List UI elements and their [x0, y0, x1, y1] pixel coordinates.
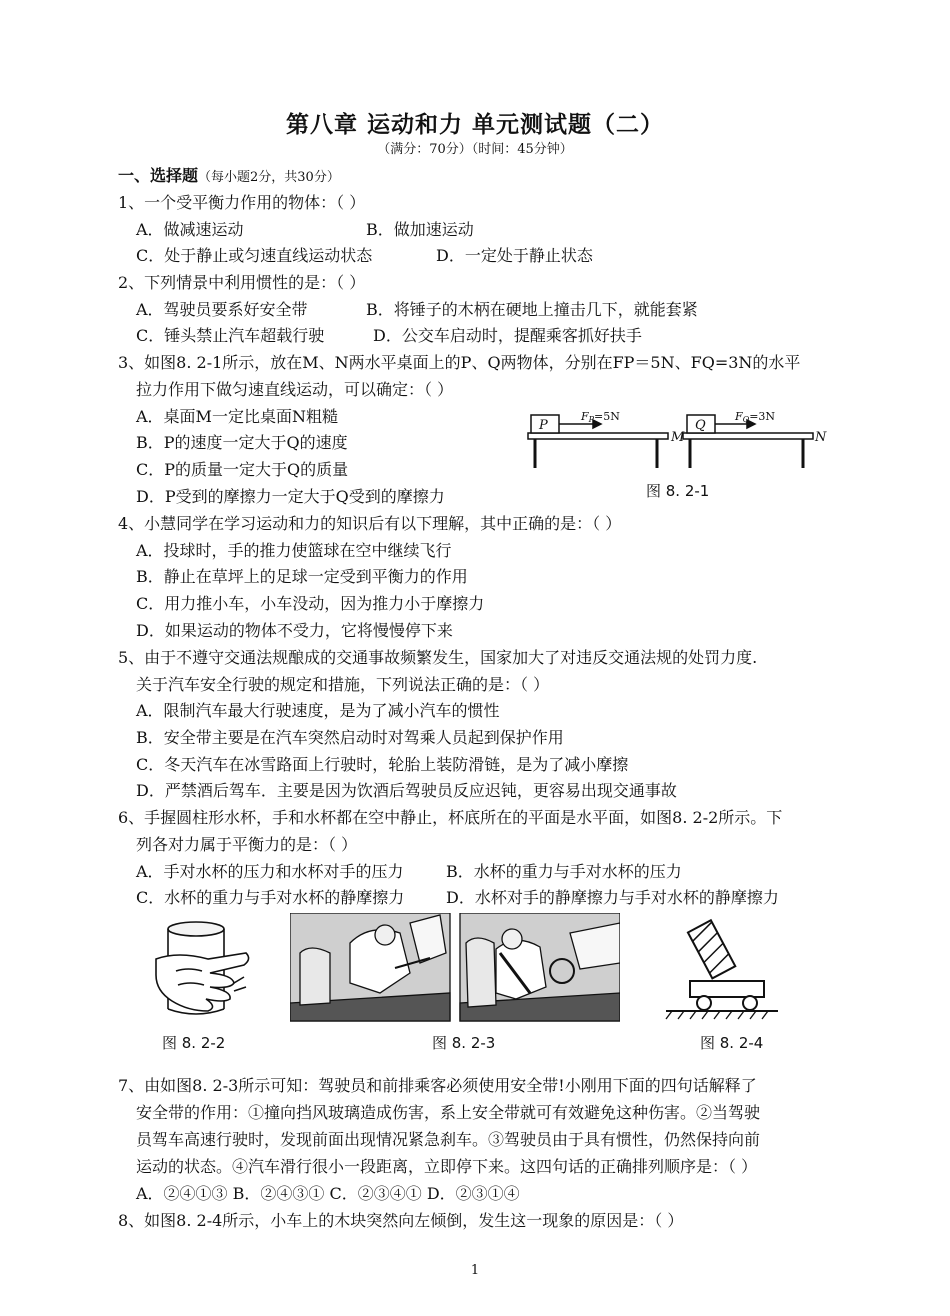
label-m: M [671, 430, 685, 445]
caption-8-2-2: 图 8. 2-2 [162, 1034, 226, 1052]
q3-option-c: C．P的质量一定大于Q的质量 [136, 460, 349, 479]
label-q: Q [695, 418, 706, 433]
q7-line2: 安全带的作用：①撞向挡风玻璃造成伤害，系上安全带就可有效避免这种伤害。②当驾驶 [136, 1103, 761, 1122]
q3-option-b: B．P的速度一定大于Q的速度 [136, 433, 348, 452]
q6-stem-line2: 列各对力属于平衡力的是：（ ） [136, 835, 358, 854]
fq-symbol: F [735, 410, 743, 423]
q1-option-c: C．处于静止或匀速直线运动状态 [136, 246, 373, 265]
q6-stem-line1: 6、手握圆柱形水杯，手和水杯都在空中静止，杯底所在的平面是水平面，如图8. 2-2所示。下 [118, 808, 783, 827]
q2-option-a: A．驾驶员要系好安全带 [136, 300, 308, 319]
q3-stem-line2: 拉力作用下做匀速直线运动，可以确定：（ ） [136, 380, 454, 399]
cart-wheel-left [697, 996, 711, 1010]
figure-8-2-3 [290, 913, 620, 1023]
q8-stem: 8、如图8. 2-4所示，小车上的木块突然向左倾倒，发生这一现象的原因是：（ ） [118, 1211, 684, 1230]
caption-8-2-3: 图 8. 2-3 [432, 1034, 496, 1052]
wooden-block [688, 920, 735, 978]
svg-text:FQ=3N [734, 410, 775, 424]
label-n: N [815, 430, 827, 445]
q7-line1: 7、由如图8. 2-3所示可知：驾驶员和前排乘客必须使用安全带!小刚用下面的四句话解释了 [118, 1076, 757, 1095]
q1-option-a: A．做减速运动 [136, 220, 244, 239]
q2-option-d: D．公交车启动时，提醒乘客抓好扶手 [373, 326, 642, 345]
q2-stem: 2、下列情景中利用惯性的是：（ ） [118, 273, 366, 292]
cart-wheel-right [743, 996, 757, 1010]
page-title: 第八章 运动和力 单元测试题（二） [285, 111, 664, 138]
q4-stem: 4、小慧同学在学习运动和力的知识后有以下理解，其中正确的是：（ ） [118, 514, 622, 533]
figure-8-2-4 [662, 913, 782, 1025]
fp-sub: P [588, 415, 595, 424]
caption-8-2-1: 图 8. 2-1 [646, 482, 710, 500]
q5-option-c: C．冬天汽车在冰雪路面上行驶时，轮胎上装防滑链，是为了减小摩擦 [136, 755, 629, 774]
fq-value: =3N [749, 410, 776, 423]
q5-stem-line1: 5、由于不遵守交通法规酿成的交通事故频繁发生，国家加大了对违反交通法规的处罚力度. [118, 648, 758, 667]
figure-8-2-2 [148, 915, 258, 1025]
q4-option-d: D．如果运动的物体不受力，它将慢慢停下来 [136, 621, 453, 640]
page-subtitle: （满分：70分）（时间：45分钟） [377, 142, 573, 157]
fq-sub: Q [742, 415, 750, 424]
q4-option-a: A．投球时，手的推力使篮球在空中继续飞行 [136, 541, 452, 560]
q1-option-d: D．一定处于静止状态 [436, 246, 593, 265]
q3-option-a: A．桌面M一定比桌面N粗糙 [136, 407, 338, 426]
cup-rim [168, 922, 224, 936]
q4-option-b: B．静止在草坪上的足球一定受到平衡力的作用 [136, 567, 468, 586]
cart-body [690, 981, 764, 997]
q2-option-c: C．锤头禁止汽车超载行驶 [136, 326, 325, 345]
section-title: 一、选择题 [118, 166, 199, 185]
label-p: P [539, 418, 548, 433]
q4-option-c: C．用力推小车，小车没动，因为推力小于摩擦力 [136, 594, 485, 613]
q2-option-b: B．将锤子的木柄在硬地上撞击几下，就能套紧 [366, 300, 698, 319]
fp-value: =5N [594, 410, 620, 423]
fp-symbol: F [581, 410, 589, 423]
figure-8-2-1 [525, 405, 835, 475]
q1-option-b: B．做加速运动 [366, 220, 474, 239]
q7-line3: 员驾车高速行驶时，发现前面出现情况紧急刹车。③驾驶员由于具有惯性，仍然保持向前 [136, 1130, 761, 1149]
q6-option-c: C．水杯的重力与手对水杯的静摩擦力 [136, 888, 405, 907]
q3-option-d: D．P受到的摩擦力一定大于Q受到的摩擦力 [136, 487, 445, 506]
q6-option-a: A．手对水杯的压力和水杯对手的压力 [136, 862, 404, 881]
table-m-top [528, 433, 668, 439]
svg-text:FP=5N [580, 410, 620, 424]
q7-options: A．②④①③ B．②④③① C．②③④① D．②③①④ [136, 1184, 520, 1203]
q3-stem-line1: 3、如图8. 2-1所示，放在M、N两水平桌面上的P、Q两物体，分别在FP＝5N、FQ=3N的水平 [118, 353, 801, 372]
q6-option-d: D．水杯对手的静摩擦力与手对水杯的静摩擦力 [446, 888, 779, 907]
q5-option-b: B．安全带主要是在汽车突然启动时对驾乘人员起到保护作用 [136, 728, 564, 747]
section-heading [118, 166, 340, 188]
page-number: 1 [470, 1263, 480, 1278]
caption-8-2-4: 图 8. 2-4 [700, 1034, 764, 1052]
q5-stem-line2: 关于汽车安全行驶的规定和措施，下列说法正确的是：（ ） [136, 675, 550, 694]
section-note: （每小题2分，共30分） [198, 170, 340, 185]
table-n-top [683, 433, 813, 439]
q5-option-a: A．限制汽车最大行驶速度，是为了减小汽车的惯性 [136, 701, 500, 720]
q6-option-b: B．水杯的重力与手对水杯的压力 [446, 862, 682, 881]
q1-stem: 1、一个受平衡力作用的物体：（ ） [118, 193, 366, 212]
q7-line4: 运动的状态。④汽车滑行很小一段距离，立即停下来。这四句话的正确排列顺序是：（ ） [136, 1157, 758, 1176]
q5-option-d: D．严禁酒后驾车．主要是因为饮酒后驾驶员反应迟钝，更容易出现交通事故 [136, 781, 677, 800]
